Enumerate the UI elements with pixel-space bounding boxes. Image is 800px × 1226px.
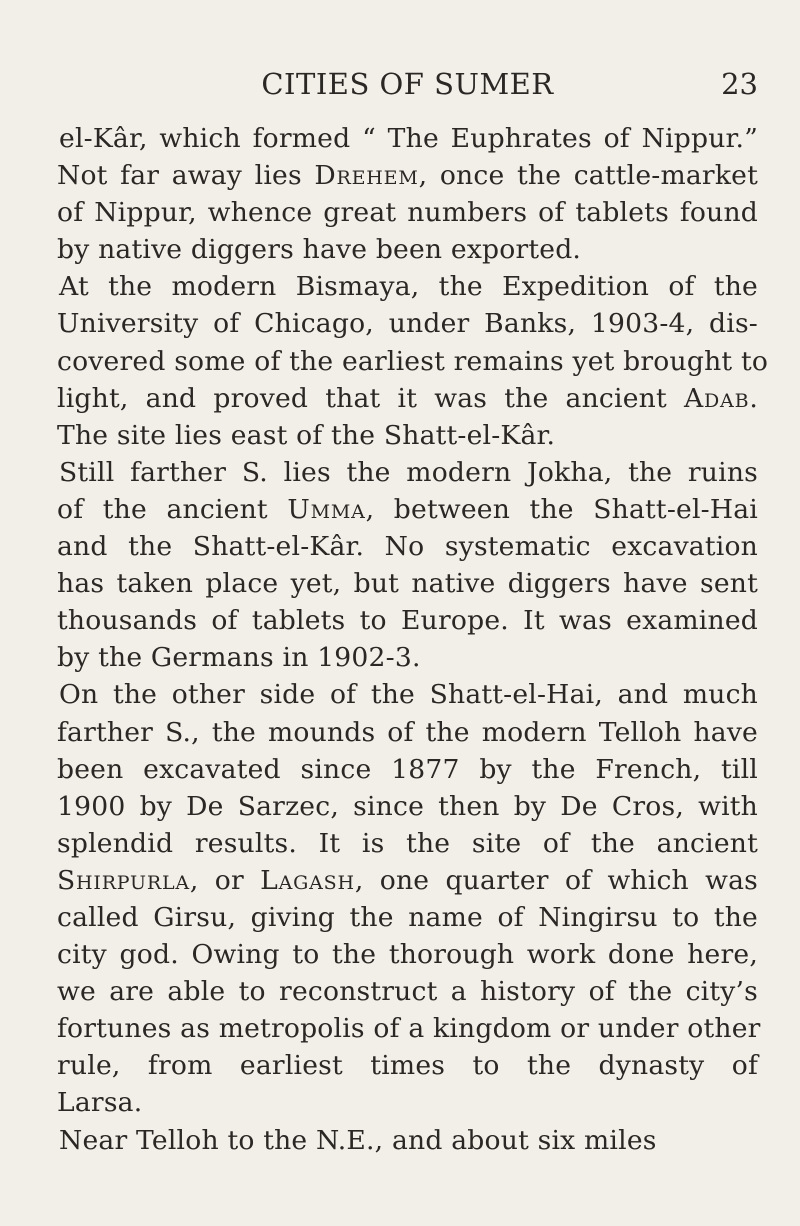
- text-run: Larsa.: [57, 1087, 143, 1119]
- body-text: [57, 120, 769, 1159]
- text-run: splendid results. It is the site of the ancient: [57, 827, 758, 859]
- text-run: , between the Shatt-el-Hai: [365, 493, 758, 525]
- running-head: [57, 0, 758, 108]
- running-title: CITIES OF SUMER: [261, 67, 554, 101]
- text-line: [57, 936, 758, 973]
- text-run: rule, from earliest times to the dynasty of: [57, 1050, 758, 1082]
- text-run: On the other side of the Shatt-el-Hai, and much: [59, 679, 758, 711]
- text-line: [57, 120, 758, 157]
- text-run: , once the cattle-market: [418, 160, 758, 192]
- text-run: covered some of the earliest remains yet brought to: [57, 345, 769, 377]
- text-run: .: [749, 382, 758, 414]
- text-line: [57, 1047, 758, 1084]
- place-name-small-caps: Drehem: [314, 160, 419, 192]
- text-line: [57, 788, 758, 825]
- text-run: light, and proved that it was the ancient: [57, 382, 685, 414]
- text-run: of the ancient: [57, 493, 288, 525]
- paragraph: [57, 676, 761, 1121]
- text-line: [57, 899, 758, 936]
- text-line: [57, 1010, 761, 1047]
- place-name-small-caps: Umma: [287, 493, 366, 525]
- text-run: Not far away lies: [57, 160, 315, 192]
- text-line: [57, 305, 758, 342]
- text-run: , one quarter of which was: [354, 864, 758, 896]
- text-run: el-Kâr, which formed “ The Euphrates of Nippur.”: [59, 123, 758, 154]
- text-run: we are able to reconstruct a history of the city’s: [57, 976, 758, 1008]
- text-line: [57, 825, 758, 862]
- text-run: Near Telloh to the N.E., and about six miles: [59, 1124, 657, 1156]
- text-line: [57, 417, 758, 454]
- text-line: [57, 639, 758, 676]
- paragraph: [57, 454, 758, 677]
- place-name-small-caps: Adab: [684, 382, 750, 414]
- text-line: [57, 602, 758, 639]
- text-line: [57, 1084, 758, 1121]
- text-run: by the Germans in 1902-3.: [57, 642, 421, 674]
- text-run: The site lies east of the Shatt-el-Kâr.: [57, 419, 556, 451]
- text-line: [57, 231, 758, 268]
- text-line: [57, 380, 758, 417]
- page-number: 23: [721, 67, 758, 101]
- text-line: [57, 491, 758, 528]
- text-line: [57, 973, 758, 1010]
- text-line: [57, 157, 758, 194]
- text-run: 1900 by De Sarzec, since then by De Cros, with: [57, 790, 758, 822]
- text-line: [57, 714, 758, 751]
- text-run: farther S., the mounds of the modern Telloh have: [57, 716, 758, 748]
- paragraph: [57, 1122, 758, 1159]
- text-run: has taken place yet, but native diggers have sent: [57, 568, 758, 600]
- text-run: of Nippur, whence great numbers of tablets found: [57, 197, 758, 229]
- text-run: fortunes as metropolis of a kingdom or under other: [57, 1013, 761, 1045]
- text-run: At the modern Bismaya, the Expedition of the: [59, 271, 758, 303]
- text-line: [57, 268, 758, 305]
- text-run: Still farther S. lies the modern Jokha, the ruins: [59, 456, 758, 488]
- paragraph: [57, 120, 758, 268]
- text-run: city god. Owing to the thorough work done here,: [57, 939, 758, 971]
- text-line: [57, 454, 758, 491]
- text-run: thousands of tablets to Europe. It was examined: [57, 605, 758, 637]
- text-run: by native diggers have been exported.: [57, 234, 582, 266]
- text-line: [57, 1122, 758, 1159]
- text-run: been excavated since 1877 by the French, till: [57, 753, 758, 785]
- text-line: [57, 862, 758, 899]
- paragraph: [57, 268, 769, 453]
- text-run: , or: [189, 864, 261, 896]
- text-line: [57, 343, 769, 380]
- text-run: University of Chicago, under Banks, 1903-4, dis-: [57, 308, 758, 340]
- text-line: [57, 676, 758, 713]
- place-name-small-caps: Shirpurla: [57, 864, 190, 896]
- place-name-small-caps: Lagash: [260, 864, 355, 896]
- text-line: [57, 565, 758, 602]
- text-run: and the Shatt-el-Kâr. No systematic excavation: [57, 531, 758, 563]
- text-run: called Girsu, giving the name of Ningirsu to the: [57, 901, 758, 933]
- text-line: [57, 751, 758, 788]
- text-line: [57, 528, 758, 565]
- text-line: [57, 194, 758, 231]
